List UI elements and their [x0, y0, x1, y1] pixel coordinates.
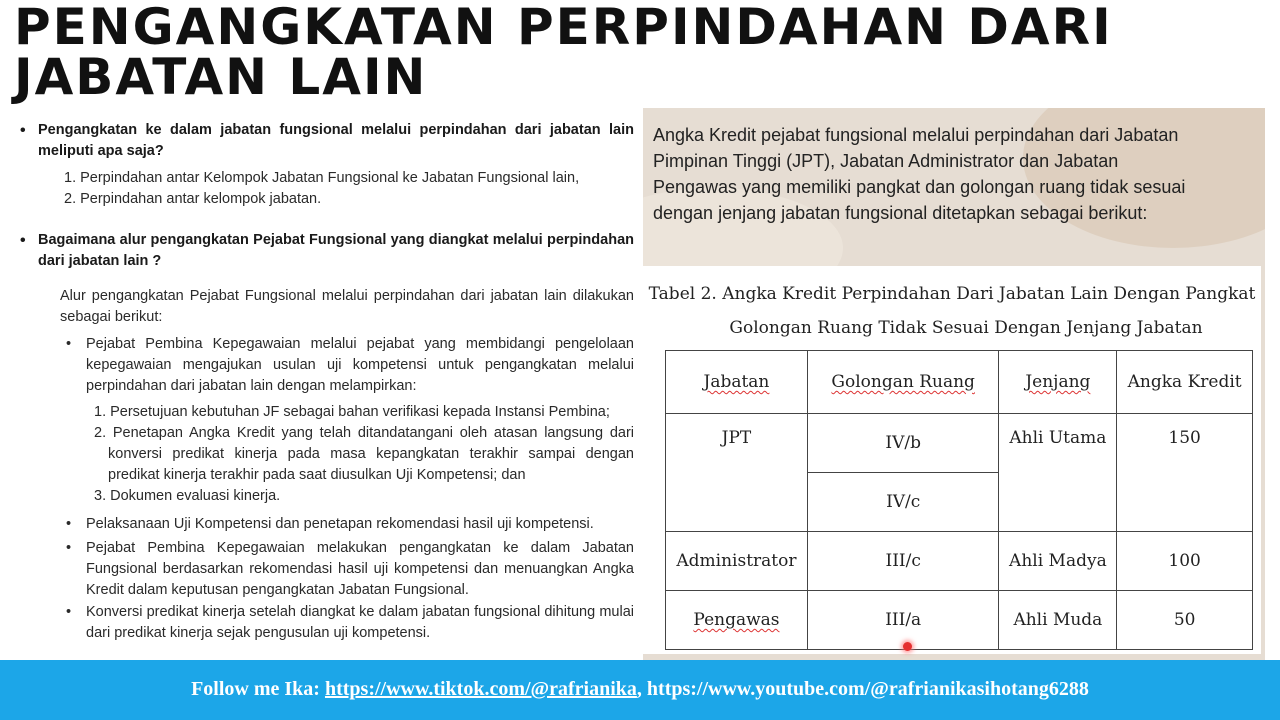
- angka-kredit-table: [665, 350, 1253, 650]
- column-header-jabatan: Jabatan: [666, 351, 808, 414]
- cell-golongan: III/a: [807, 591, 999, 650]
- question-2: • Bagaimana alur pengangkatan Pejabat Fungsional yang diangkat melalui perpindahan dari jabatan lain ?: [20, 232, 634, 269]
- table-caption-line-2: Golongan Ruang Tidak Sesuai Dengan Jenjang Jabatan: [729, 318, 1203, 338]
- column-header-golongan: Golongan Ruang: [807, 351, 999, 414]
- left-content-panel: [18, 112, 654, 667]
- flow-bullet-1: • Pejabat Pembina Kepegawaian melalui pejabat yang membidangi pengelolaan kepegawaian mengajukan usulan uji kompetensi untuk pengangkatan melalui perpindahan dari jabatan lain dengan melampirkan:: [66, 336, 634, 394]
- cell-jabatan: JPT: [666, 414, 808, 532]
- slide-title-line-1: PENGANGKATAN PERPINDAHAN DARI: [14, 0, 1113, 56]
- cell-angka-kredit: 50: [1117, 591, 1253, 650]
- list-item: 3. Dokumen evaluasi kinerja.: [94, 488, 281, 504]
- right-content-panel: [643, 108, 1265, 660]
- table-card: [643, 266, 1261, 654]
- slide-title: [14, 0, 1264, 106]
- cell-jenjang: Ahli Utama: [999, 414, 1117, 532]
- column-header-angka-kredit: Angka Kredit: [1117, 351, 1253, 414]
- cell-golongan: IV/c: [807, 473, 999, 532]
- youtube-link[interactable]: https://www.youtube.com/@rafrianikasihotang6288: [646, 678, 1089, 700]
- bullet-icon: •: [66, 540, 72, 556]
- table-header-row: [666, 351, 1253, 414]
- cell-golongan: IV/b: [807, 414, 999, 473]
- list-item: 2. Perpindahan antar kelompok jabatan.: [64, 191, 322, 207]
- slide-title-line-2: JABATAN LAIN: [14, 48, 428, 106]
- attachment-list: [94, 402, 634, 507]
- tiktok-link[interactable]: https://www.tiktok.com/@rafrianika: [324, 678, 637, 700]
- cell-jabatan: Pengawas: [666, 591, 808, 650]
- cell-jabatan: Administrator: [666, 532, 808, 591]
- bullet-icon: •: [20, 232, 26, 249]
- question-1: • Pengangkatan ke dalam jabatan fungsional melalui perpindahan dari jabatan lain meliputi apa saja?: [20, 122, 634, 159]
- cell-angka-kredit: 150: [1117, 414, 1253, 532]
- footer-bar: [0, 660, 1280, 720]
- list-item: 2. Penetapan Angka Kredit yang telah ditandatangani oleh atasan langsung dari konversi predikat kinerja pada masa kepangkatan terakhir sampai dengan predikat kinerja terakhir pada saat diusulkan Uji Kompetensi; dan: [94, 425, 634, 483]
- bullet-icon: •: [66, 336, 72, 352]
- flow-bullet-2: • Pelaksanaan Uji Kompetensi dan penetapan rekomendasi hasil uji kompetensi.: [66, 514, 634, 535]
- list-item: 1. Perpindahan antar Kelompok Jabatan Fungsional ke Jabatan Fungsional lain,: [64, 170, 580, 186]
- question-1-list: [64, 168, 579, 210]
- flow-bullet-4: • Konversi predikat kinerja setelah diangkat ke dalam jabatan fungsional dihitung mulai dari predikat kinerja sejak pengusulan uji kompetensi.: [66, 604, 634, 641]
- footer-prefix: Follow me Ika:: [191, 678, 325, 700]
- bullet-icon: •: [66, 516, 72, 532]
- table-row: [666, 414, 1253, 473]
- cell-golongan: III/c: [807, 532, 999, 591]
- cell-jenjang: Ahli Muda: [999, 591, 1117, 650]
- cell-jenjang: Ahli Madya: [999, 532, 1117, 591]
- flow-bullet-3: • Pejabat Pembina Kepegawaian melakukan pengangkatan ke dalam Jabatan Fungsional berdasarkan rekomendasi hasil uji kompetensi dan menuangkan Angka Kredit dalam keputusan pengangkatan Jabatan Fungsional.: [66, 540, 634, 598]
- column-header-jenjang: Jenjang: [999, 351, 1117, 414]
- bullet-icon: •: [20, 122, 26, 139]
- table-row: [666, 532, 1253, 591]
- list-item: 1. Persetujuan kebutuhan JF sebagai bahan verifikasi kepada Instansi Pembina;: [94, 404, 610, 420]
- cell-angka-kredit: 100: [1117, 532, 1253, 591]
- footer-text: [0, 678, 1280, 701]
- pointer-dot-icon: [903, 642, 912, 651]
- bullet-icon: •: [66, 604, 72, 620]
- angka-kredit-intro: Angka Kredit pejabat fungsional melalui perpindahan dari Jabatan Pimpinan Tinggi (JPT), Jabatan Administrator dan Jabatan Pengawas yang memiliki pangkat dan golongan ruang tidak sesuai dengan jenjang jabatan fungsional ditetapkan sebagai berikut:: [653, 125, 1186, 223]
- table-row: [666, 591, 1253, 650]
- table-caption-line-1: Tabel 2. Angka Kredit Perpindahan Dari Jabatan Lain Dengan Pangkat: [648, 284, 1256, 304]
- footer-separator: ,: [636, 678, 647, 700]
- question-2-intro: Alur pengangkatan Pejabat Fungsional melalui perpindahan dari jabatan lain dilakukan sebagai berikut:: [60, 288, 634, 325]
